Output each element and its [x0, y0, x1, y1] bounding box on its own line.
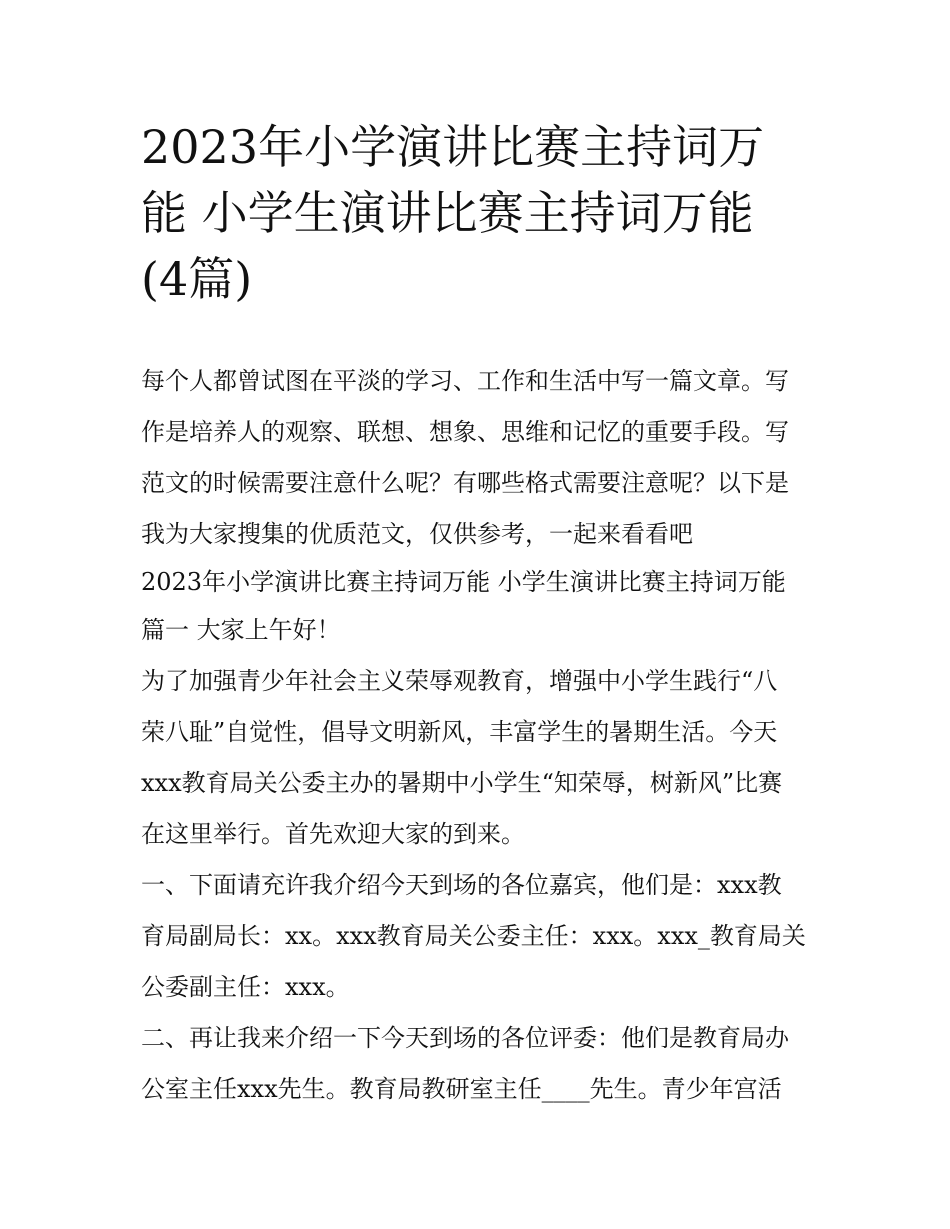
title-line-3: (4篇)	[141, 252, 253, 306]
body-line-11: 一、下面请充许我介绍今天到场的各位嘉宾，他们是：xxx教	[141, 871, 782, 899]
body-line-9: xxx教育局关公委主办的暑期中小学生“知荣辱，树新风”比赛	[141, 769, 783, 797]
body-line-14: 二、再让我来介绍一下今天到场的各位评委：他们是教育局办	[141, 1024, 789, 1052]
body-line-5: 2023年小学演讲比赛主持词万能 小学生演讲比赛主持词万能	[141, 568, 786, 596]
body-line-4: 我为大家搜集的优质范文，仅供参考，一起来看看吧	[141, 520, 693, 548]
body-line-1: 每个人都曾试图在平淡的学习、工作和生活中写一篇文章。写	[141, 367, 789, 395]
body-line-2: 作是培养人的观察、联想、想象、思维和记忆的重要手段。写	[141, 418, 789, 446]
body-line-7: 为了加强青少年社会主义荣辱观教育，增强中小学生践行“八	[141, 667, 778, 695]
document-body	[141, 356, 821, 1115]
body-line-15: 公室主任xxx先生。教育局教研室主任____先生。青少年宫活	[141, 1075, 782, 1103]
body-line-8: 荣八耻”自觉性，倡导文明新风，丰富学生的暑期生活。今天	[141, 718, 778, 746]
body-line-13: 公委副主任：xxx。	[141, 973, 350, 1001]
body-line-6: 篇一 大家上午好！	[141, 616, 341, 644]
body-line-12: 育局副局长：xx。xxx教育局关公委主任：xxx。xxx_教育局关	[141, 922, 806, 950]
document-title	[141, 114, 821, 312]
title-line-1: 2023年小学演讲比赛主持词万	[141, 120, 765, 174]
title-line-2: 能 小学生演讲比赛主持词万能	[141, 186, 754, 240]
body-line-10: 在这里举行。首先欢迎大家的到来。	[141, 820, 525, 848]
body-line-3: 范文的时候需要注意什么呢？有哪些格式需要注意呢？以下是	[141, 469, 789, 497]
